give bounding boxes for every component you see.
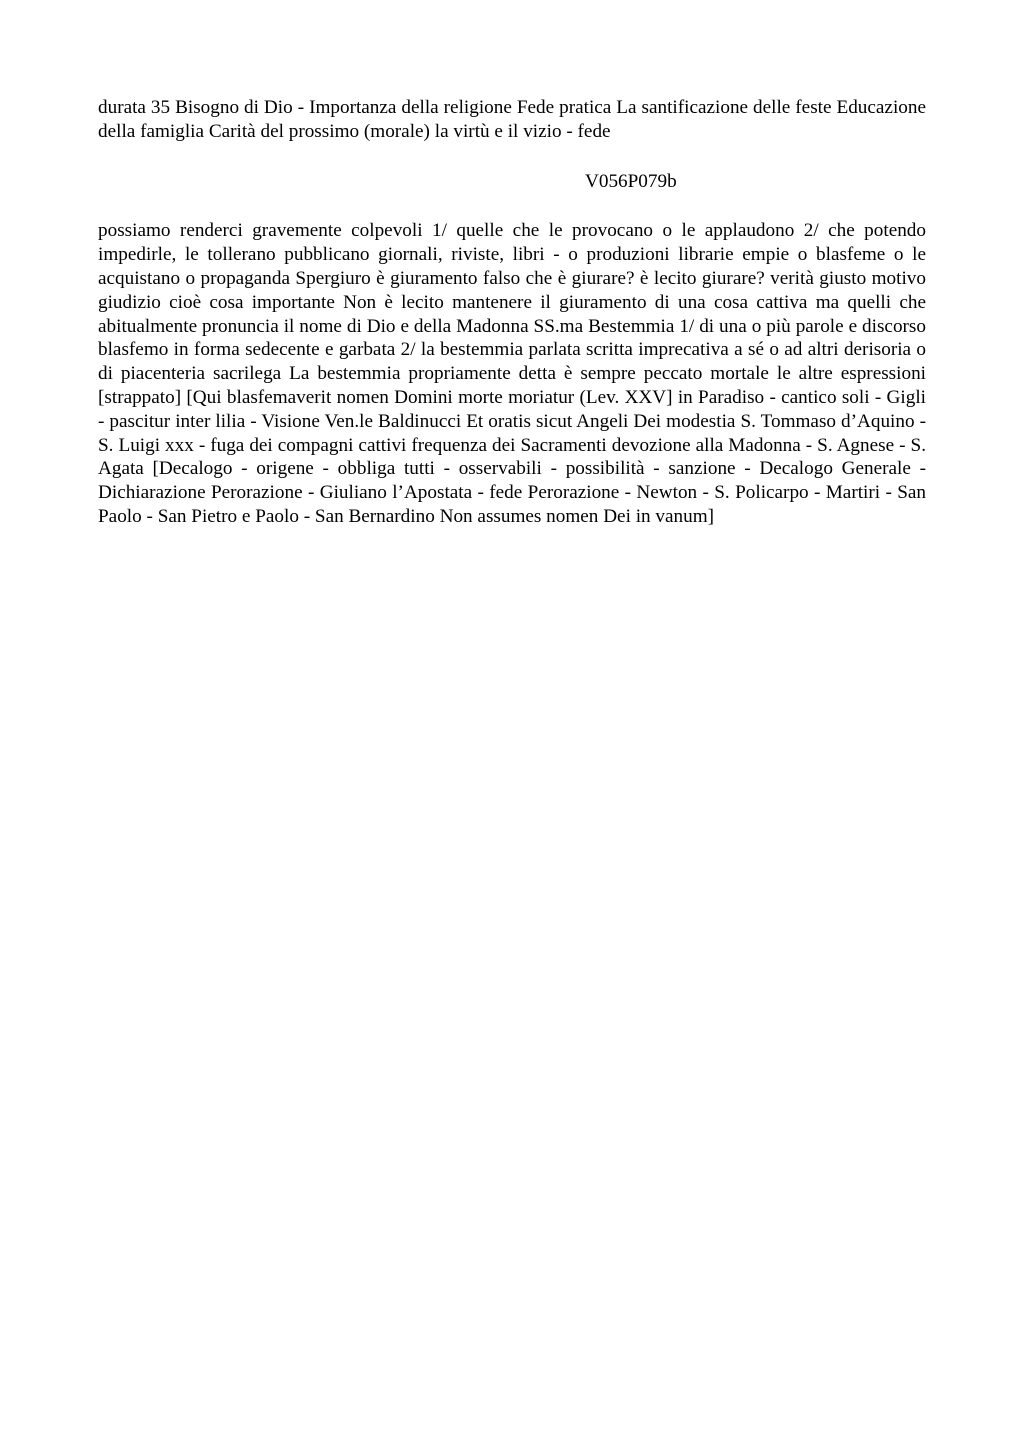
spacer	[98, 193, 926, 219]
spacer	[98, 144, 926, 170]
body-paragraph: possiamo renderci gravemente colpevoli 1/ quelle che le provocano o le applaudono 2/ che potendo impedirle, le tollerano pubblicano giornali, riviste, libri - o produzioni librarie empie o blasfeme o le acquistano o propaganda Spergiuro è giuramento falso che è giurare? è lecito giurare? verità giusto motivo giudizio cioè cosa importante Non è lecito mantenere il giuramento di una cosa cattiva ma quelli che abitualmente pronuncia il nome di Dio e della Madonna SS.ma Bestemmia 1/ di una o più parole e discorso blasfemo in forma sedecente e garbata 2/ la bestemmia parlata scritta imprecativa a sé o ad altri derisoria o di piacenteria sacrilega La bestemmia propriamente detta è sempre peccato mortale le altre espressioni [strappato] [Qui blasfemaverit nomen Domini morte moriatur (Lev. XXV] in Paradiso - cantico soli - Gigli - pascitur inter lilia - Visione Ven.le Baldinucci Et oratis sicut Angeli Dei modestia S. Tommaso d’Aquino - S. Luigi xxx - fuga dei compagni cattivi frequenza dei Sacramenti devozione alla Madonna - S. Agnese - S. Agata [Decalogo - origene - obbliga tutti - osservabili - possibilità - sanzione - Decalogo Generale - Dichiarazione Perorazione - Giuliano l’Apostata - fede Perorazione - Newton - S. Policarpo - Martiri - San Paolo - San Pietro e Paolo - San Bernardino Non assumes nomen Dei in vanum]	[98, 220, 926, 527]
document-page	[98, 96, 926, 529]
page-code: V056P079b	[585, 170, 677, 192]
header-paragraph: durata 35 Bisogno di Dio - Importanza della religione Fede pratica La santificazione delle feste Educazione della famiglia Carità del prossimo (morale) la virtù e il vizio - fede	[98, 97, 926, 142]
